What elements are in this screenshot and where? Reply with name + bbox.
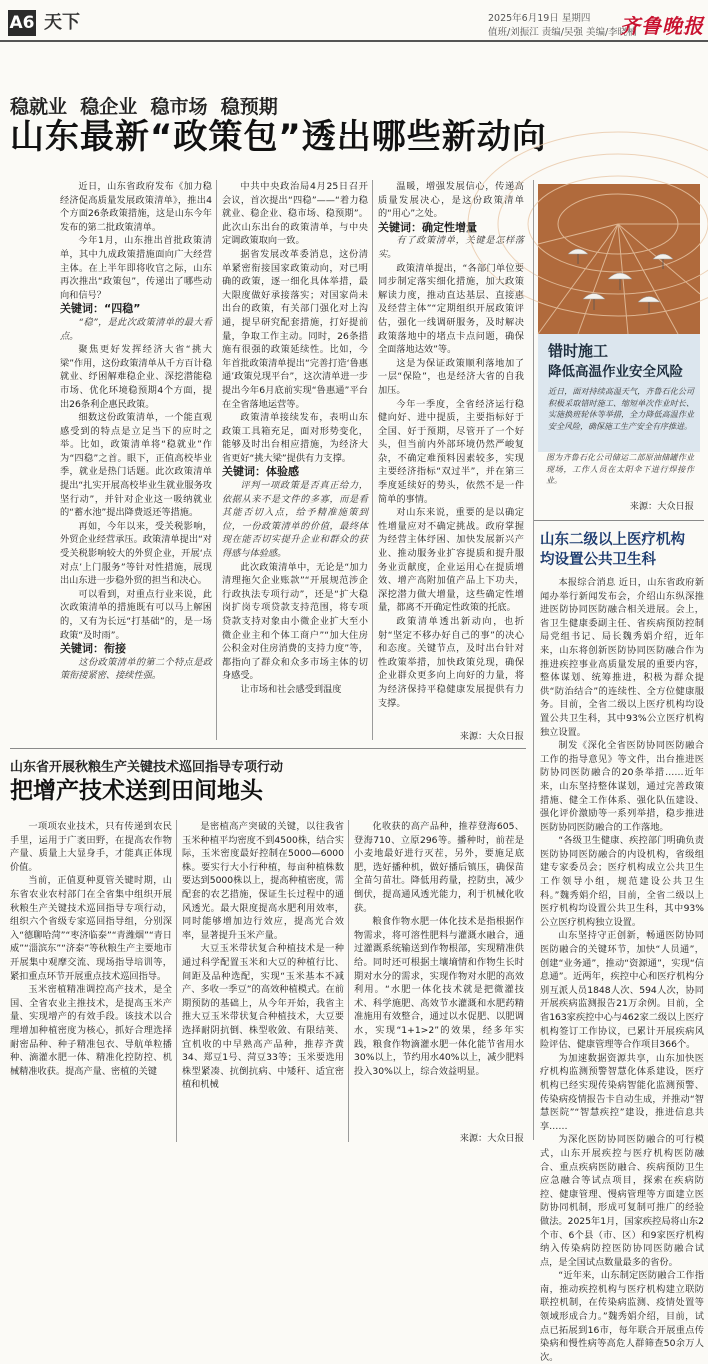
photo-headline-line2: 降低高温作业安全风险 — [548, 364, 683, 380]
article-paragraph: 玉米密植精准调控高产技术，是全国、全省农业主推技术，是提高玉米产量、实现增产的有效手段。该技术以合理增加种植密度为核心，抓好合理选择耐密品种、种子精准包衣、导航单粒播种、滴灌水肥一体、精准化控防控、机械精准收获。提高产量、密植的关键 — [10, 984, 172, 1077]
article-paragraph: 制发《深化全省医防协同医防融合工作的指导意见》等文件，出台推进医防协同医防融合的20条举措……近年来，山东坚持整体谋划，通过完善政策措施、健全工作体系、强化队伍建设、强化评价激励等一系列举措，稳步推进医防协同医防融合的工作落地。 — [540, 740, 704, 833]
section-intro-text: 评判一项政策是否真正给力，依据从来不是文件的多寡，而是看其能否切入点，给予精准施策到位，一份政策清单的价值，最终体现在能否切实提升企业和群众的获得感与体验感。 — [222, 480, 368, 560]
photo-caption-credit: 图为齐鲁石化公司储运二部原油储罐作业现场，工作人员在太阳伞下进行焊接作业。 — [546, 453, 694, 485]
welding-site-photo — [538, 184, 700, 334]
lead-divider-2 — [372, 180, 373, 740]
lead-source: 来源：大众日报 — [459, 731, 524, 742]
issue-date: 2025年6月19日 星期四 — [488, 13, 591, 24]
farm-divider-2 — [348, 820, 349, 1142]
medical-divider — [533, 180, 534, 1140]
article-paragraph: 中共中央政治局4月25日召开会议，首次提出“四稳”——“着力稳就业、稳企业、稳市场、稳预期”。此次山东出台的政策清单，与中央定调政策取向一致。 — [222, 181, 368, 247]
newspaper-logo: 齐鲁晚报 — [620, 14, 704, 38]
article-paragraph: 为加速数据资源共享，山东加快医疗机构监测预警智慧化体系建设，医疗机构已经实现传染病智能化监测预警、传染病疫情报告卡自动生成，并推动“智慧医院”“智慧疾控”建设，推进信息共享…… — [540, 1052, 704, 1132]
page-number: A6 — [9, 13, 35, 33]
farm-kicker: 山东省开展秋粮生产关键技术巡回指导专项行动 — [10, 760, 284, 775]
section-keyword-heading: 关键词：确定性增量 — [378, 220, 477, 234]
farm-column-3 — [354, 820, 524, 1128]
article-paragraph: 细数这份政策清单，一个能直观感受到的特点是立足当下的应时之举。比如，政策清单将“稳就业”作为“四稳”之首。眼下，正值高校毕业季，就业是热门话题。此次政策清单提出“扎实开展高校毕业生就业服务攻坚行动”，并针对企业这一吸纳就业的“蓄水池”提出降费返还等措施。 — [60, 412, 212, 519]
photo-headline-line1: 错时施工 — [548, 342, 609, 360]
section-intro-text: 这份政策清单的第二个特点是政策衔接紧密、接续性强。 — [60, 656, 212, 682]
article-paragraph: 是密植高产突破的关键，以往我省玉米种植平均密度不到4500株，结合实际，玉米密度最好控制在5000—6000株。要实行大小行种植，每亩种植株数要达到5000株以上，提高种植密度，需配套的农艺措施，保证生长过程中的通风透光。最大限度提高水肥利用效率，同时能够增加边行效应，提高光合效率，显著提升玉米产量。 — [182, 821, 344, 941]
article-paragraph: “各级卫生健康、疾控部门明确负责医防协同医防融合的内设机构，省级组建专家委员会；医疗机构成立公共卫生工作领导小组，规范建设公共卫生科。”魏秀娟介绍，目前，全省二级以上医疗机构均设置公共卫生科，其中93%公立医疗机构独立设置。 — [540, 835, 704, 928]
medical-body — [540, 576, 704, 1363]
article-paragraph: 温暖，增强发展信心，传递高质量发展决心，是这份政策清单的“用心”之处。 — [378, 181, 524, 220]
article-paragraph: 本报综合消息 近日，山东省政府新闻办举行新闻发布会，介绍山东纵深推进医防协同医防融合相关进展。会上，省卫生健康委副主任、省疾病预防控制局党组书记、局长魏秀娟介绍，近年来，山东将创新医防协同医防融合作为推进疾控事业高质量发展的重要内容，整体谋划、统筹推进，积极为群众提供“防治结合”的连续性、全方位健康服务。目前，全省二级以上医疗机构均设置公共卫生科，其中93%公立医疗机构独立设置。 — [540, 577, 704, 738]
lead-column-2 — [222, 180, 368, 740]
section-name: 天下 — [44, 12, 80, 33]
article-paragraph: 近日，山东省政府发布《加力稳经济促高质量发展政策清单》，推出4个方面26条政策措施，这是山东今年发布的第二批政策清单。 — [60, 181, 212, 233]
photo-caption: 近日，面对持续高温天气，齐鲁石化公司积极采取错时施工、缩短单次作业时长、实施换班轮休等举措，全力降低高温作业安全风险，确保施工生产安全有序推进。 — [548, 387, 694, 431]
article-paragraph: 据省发展改革委消息，这份清单紧密衔接国家政策动向，对已明确的政策，逐一细化具体举措，最大限度做好承接落实；对国家尚未出台的政策，有关部门强化对上沟通，提早研究配套措施，打好提前量，争取工作主动。同时，26条措施有很强的政策延续性。比如，今年首批政策清单提出“完善打造‘鲁惠通’政策兑现平台”，这次清单进一步提出今年6月底前实现“鲁惠通”平台在全省落地运营等。 — [222, 248, 368, 410]
photo-source: 来源：大众日报 — [629, 501, 694, 512]
section-intro-text: 有了政策清单，关键是怎样落实。 — [378, 235, 524, 260]
article-paragraph: 聚焦更好发挥经济大省“挑大梁”作用，这份政策清单从千方百计稳就业、纾困解难稳企业、深挖潜能稳市场、优化环境稳预期4个方面，提出26条利企惠民政策。 — [60, 344, 212, 410]
farm-source: 来源：大众日报 — [459, 1133, 524, 1144]
medical-top-rule — [534, 520, 704, 521]
lead-kicker: 稳就业 稳企业 稳市场 稳预期 — [10, 96, 278, 118]
lead-headline: 山东最新“政策包”透出哪些新动向 — [10, 117, 547, 157]
article-paragraph: 化收获的高产品种，推荐登海605、登海710、立原296等。播种时，前茬是小麦地最好进行灭茬，另外，要施足底肥，选好播种机，做好播后镇压，确保苗全苗匀苗壮。降低用药量，控防虫，减少倒伏，提高通风透光能力，利于机械化收获。 — [354, 821, 524, 914]
masthead — [0, 0, 708, 42]
lead-divider-1 — [216, 180, 217, 740]
editor-credits: 值班/刘振江 责编/吴强 美编/李晓楠 — [488, 27, 637, 38]
farm-column-1 — [10, 820, 172, 1142]
farm-headline: 把增产技术送到田间地头 — [10, 778, 263, 804]
article-paragraph: 此次政策清单中，无论是“加力清理拖欠企业账款”“开展规范涉企行政执法专项行动”，还是“扩大稳岗扩岗专项贷款支持范围，将专项贷款支持对象由小微企业扩大至小微企业主和个体工商户”“加大住房公积金对住房消费的支持力度”等，都指向了群众和众多市场主体的切身感受。 — [222, 561, 368, 682]
lead-column-3 — [378, 180, 524, 725]
medical-headline-line1: 山东二级以上医疗机构 — [540, 532, 685, 548]
article-paragraph: 这是为保证政策顺利落地加了一层“保险”，也是经济大省的自我加压。 — [378, 357, 524, 396]
photo-story — [538, 184, 700, 452]
article-paragraph: 大豆玉米带状复合种植技术是一种通过科学配置玉米和大豆的种植行比、间距及品种选配，实现“玉米基本不减产、多收一季豆”的高效种植模式。在前期预防的基础上，从今年开始，我省主推大豆玉米带状复合种植技术，大豆要选择耐阴抗倒、株型收敛、有限结荚、宜机收的中早熟高产品种，推荐齐黄34、郑豆1号、菏豆33等；玉米要选用株型紧凑、抗倒抗病、中矮秆、适宜密植和机械 — [182, 943, 344, 1091]
lead-column-1 — [60, 180, 212, 740]
article-paragraph: 当前，正值夏种夏管关键时期，山东省农业农村部门在全省集中组织开展秋粮生产关键技术巡回指导专项行动，组织六个省级专家巡回指导组，分别深入“德聊哈菏”“枣济临泰”“青潍烟”“青日威”“淄滨东”“济泰”等秋粮生产主要地市开展集中观摩交流、现场指导培训等，紧扣重点环节开展重点技术巡回指导。 — [10, 875, 172, 982]
page-number-box — [8, 10, 36, 36]
article-paragraph: 政策清单提出，“各部门单位要同步制定落实细化措施，加大政策解读力度，推动直达基层、直接惠及经营主体”“定期组织开展政策评估，强化一线调研服务，及时解决政策落地中的堵点卡点问题，确保全面落地达效”等。 — [378, 262, 524, 356]
section-keyword-heading: 关键词：衔接 — [60, 642, 126, 656]
article-paragraph: 为深化医防协同医防融合的可行模式，山东开展疾控与医疗机构医防融合、重点疾病医防融合、疾病预防卫生应急融合等试点项目，探索在疾病防控、健康管理、慢病管理等方面建立医防协同机制，形成可复制可推广的经验做法。2025年1月，国家疾控局将山东2个市、6个县（市、区）和9家医疗机构纳入传染病防控医防协同医防融合试点，是全国试点数量最多的省份。 — [540, 1134, 704, 1268]
article-paragraph: 山东坚持守正创新，畅通医防协同医防融合的关键环节，加快“人员通”，创建“业务通”，推动“资源通”，实现“信息通”。近两年，疾控中心和医疗机构分别互派人员1848人次、594人次，协同开展疾病监测报告21万余例。目前，全省163家疾控中心与462家二级以上医疗机构签订工作协议，已累计开展疾病风险评估、健康管理等合作项目366个。 — [540, 930, 704, 1051]
masthead-rule — [0, 40, 708, 42]
medical-headline-line2: 均设置公共卫生科 — [540, 552, 656, 568]
article-paragraph: 粮食作物水肥一体化技术是指根据作物需求，将可溶性肥料与灌溉水融合，通过灌溉系统输送到作物根部，实现精准供给。同时还可根据土壤墒情和作物生长时期对水分的需求，实现作物对水肥的高效利用。“水肥一体化技术就是把微灌技术、科学施肥、高效节水灌溉和水肥药精准施用有效整合，通过以水促肥、以肥调水，实现“1+1>2”的效果，经多年实践，粮食作物滴灌水肥一体化能节省用水30%以上，节约用水40%以上，减少肥料投入30%以上，综合效益明显。 — [354, 916, 524, 1077]
article-paragraph: 对山东来说，重要的是以确定性增量应对不确定挑战。政府掌握为经营主体纾困、加快发展新兴产业、推动服务业扩容提质和提升服务业贡献度，企业运用心在提质增效、增产高附加值产品上下功夫，深挖潜力做大增量，这些确定性增量，都离不开确定性政策的托底。 — [378, 507, 524, 614]
article-paragraph: 可以看到，对重点行业来说，此次政策清单的措施既有可以马上解困的，又有为长远“打基础”的，是一场政策“及时雨”。 — [60, 588, 212, 641]
section-intro-text: “稳”，是此次政策清单的最大看点。 — [60, 316, 212, 342]
farm-column-2 — [182, 820, 344, 1142]
section-keyword-heading: 关键词：“四稳” — [60, 302, 141, 316]
article-paragraph: 今年一季度，全省经济运行稳健向好、进中提质，主要指标好于全国、好于预期，尽管开了一个好头，但当前内外部环境仍然严峻复杂，不确定难预料因素较多，实现主要经济指标“双过半”，并在第三季度延续好的势头，依然不是一件简单的事情。 — [378, 398, 524, 505]
article-paragraph: “近年来，山东制定医防融合工作指南，推动疾控机构与医疗机构建立联防联控机制，在传染病监测、疫情处置等领域形成合力。”魏秀娟介绍，目前，试点已拓展到16市，每年联合开展重点传染病和慢性病等高危人群筛查50余万人次。 — [540, 1270, 704, 1363]
farm-divider-1 — [176, 820, 177, 1142]
article-paragraph: 一项项农业技术，只有传递到农民手里，运用于广袤田野，在提高农作物产量、质量上大显身手，才能真正体现价值。 — [10, 821, 172, 873]
article-paragraph: 政策清单接续发布，表明山东政策工具箱充足，面对形势变化，能够及时出台相应措施，为经济大省更好“挑大梁”提供有力支撑。 — [222, 412, 368, 464]
article-paragraph: 今年1月，山东推出首批政策清单，其中九成政策措施面向广大经营主体。在上半年即将收官之际，山东再次推出“政策包”，传递出了哪些动向和信号？ — [60, 235, 212, 301]
article-paragraph: 让市场和社会感受到温度 — [240, 683, 342, 695]
article-paragraph: 再如，今年以来，受关税影响，外贸企业经营承压。政策清单提出“对受关税影响较大的外贸企业，开展‘点对点’上门服务”等针对性措施，展现出山东进一步稳外贸的担当和决心。 — [60, 520, 212, 587]
farm-top-rule — [10, 748, 526, 749]
section-keyword-heading: 关键词：体验感 — [222, 465, 299, 479]
article-paragraph: 政策清单透出新动向，也折射“坚定不移办好自己的事”的决心和态度。关键节点，及时出台针对性政策举措，加快政策兑现，确保企业群众更多向上向好的力量，将为经济保持平稳健康发展提供有力支撑。 — [378, 616, 524, 709]
